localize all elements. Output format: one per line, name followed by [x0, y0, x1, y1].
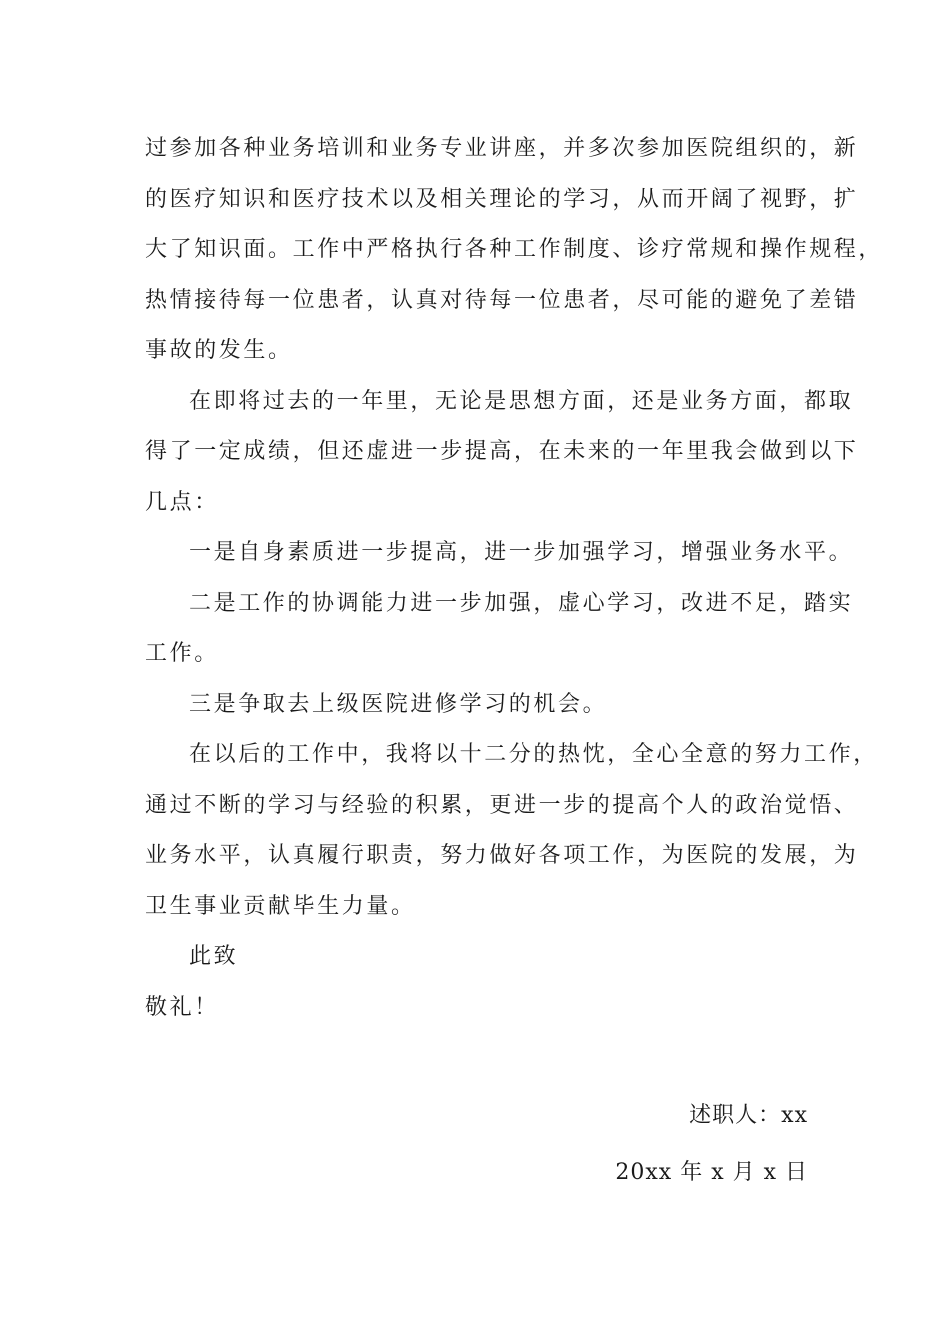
- text-line: 过参加各种业务培训和业务专业讲座，并多次参加医院组织的，新: [145, 136, 859, 161]
- text-line: 业务水平，认真履行职责，努力做好各项工作，为医院的发展，为: [145, 843, 859, 868]
- text-line: 事故的发生。: [145, 338, 293, 363]
- closing-line: 此致: [189, 944, 239, 969]
- text-line: 得了一定成绩，但还虚进一步提高，在未来的一年里我会做到以下: [145, 439, 859, 464]
- text-line: 热情接待每一位患者，认真对待每一位患者，尽可能的避免了差错: [145, 287, 859, 313]
- text-line: 一是自身素质进一步提高，进一步加强学习，增强业务水平。: [189, 540, 854, 565]
- text-line: 的医疗知识和医疗技术以及相关理论的学习，从而开阔了视野，扩: [145, 186, 859, 212]
- text-line: 二是工作的协调能力进一步加强，虚心学习，改进不足，踏实: [189, 590, 854, 616]
- signature: 述职人：xx: [689, 1103, 808, 1128]
- text-line: 在即将过去的一年里，无论是思想方面，还是业务方面，都取: [189, 388, 854, 414]
- text-line: 工作。: [145, 641, 219, 666]
- body-text: [145, 124, 884, 1033]
- text-line: 通过不断的学习与经验的积累，更进一步的提高个人的政治觉悟、: [145, 792, 859, 818]
- text-line: 几点：: [145, 489, 219, 515]
- text-line: 三是争取去上级医院进修学习的机会。: [189, 691, 608, 717]
- date: 20xx 年 x 月 x 日: [615, 1160, 808, 1185]
- text-line: 在以后的工作中，我将以十二分的热忱，全心全意的努力工作，: [189, 742, 878, 767]
- text-line: 大了知识面。工作中严格执行各种工作制度、诊疗常规和操作规程，: [145, 237, 884, 262]
- text-line: 卫生事业贡献毕生力量。: [145, 893, 416, 919]
- salutation-line: 敬礼！: [145, 994, 219, 1020]
